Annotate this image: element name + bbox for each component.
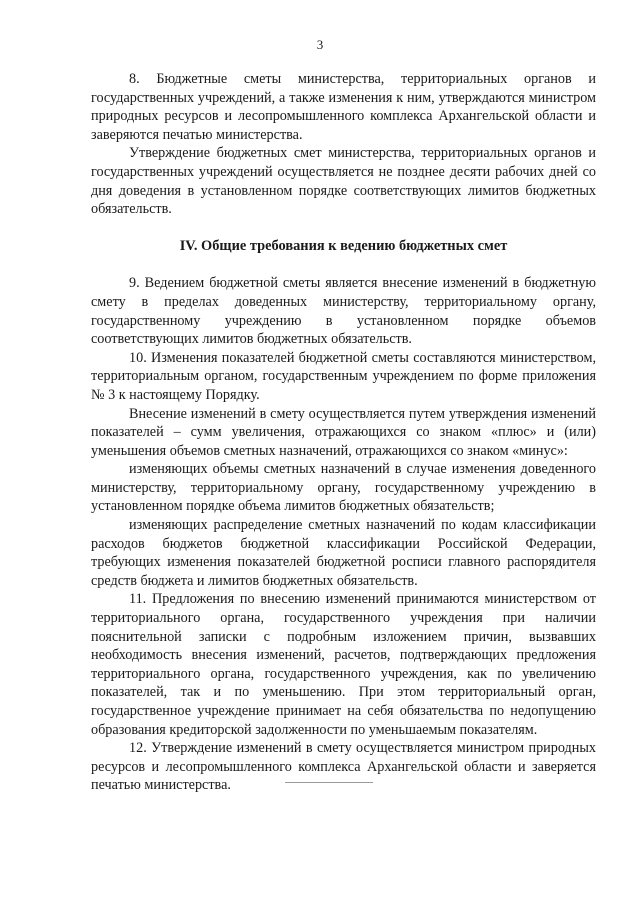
paragraph-9: 9. Ведением бюджетной сметы является внесение изменений в бюджетную смету в пределах доведенных министерству, территориальному органу, государственному учреждению в установленном порядке объемов соответствующих лимитов бюджетных обязательств. [91,275,596,348]
end-divider [285,782,373,783]
paragraph-10-changes: Внесение изменений в смету осуществляется путем утверждения изменений показателей – сумм увеличения, отражающихся со знаком «плюс» и (или) уменьшения объемов сметных назначений, отражающихся со знаком «минус»: [91,405,596,459]
paragraph-11: 11. Предложения по внесению изменений принимаются министерством от территориального органа, государственного учреждения при наличии пояснительной записки с подробным изложением причин, вызвавших необходимость внесения изменений, расчетов, подтверждающих предложения территориального органа, государственного учреждения, как по увеличению показателей, так и по уменьшению. При этом территориальный орган, государственное учреждение принимает на себя обязательства по недопущению образования кредиторской задолженности по уменьшаемым показателям. [91,591,596,738]
section-title: IV. Общие требования к ведению бюджетных смет [179,237,508,254]
paragraph-10: 10. Изменения показателей бюджетной сметы составляются министерством, территориальным органом, государственным учреждением по форме приложения № 3 к настоящему Порядку. [91,349,596,403]
paragraph-8-approval: Утверждение бюджетных смет министерства, территориальных органов и государственных учреждений осуществляется не позднее десяти рабочих дней со дня доведения в установленном порядке соответствующих лимитов бюджетных обязательств. [91,145,596,218]
document-body [91,70,596,795]
page-number: 3 [316,37,324,52]
paragraph-10-item-volume: изменяющих объемы сметных назначений в случае изменения доведенного министерству, территориальному органу, государственному учреждению в установленном порядке объема лимитов бюджетных обязательств; [91,461,596,515]
paragraph-12: 12. Утверждение изменений в смету осуществляется министром природных ресурсов и лесопромышленного комплекса Архангельской области и заверяется печатью министерства. [91,740,596,794]
paragraph-10-item-distribution: изменяющих распределение сметных назначений по кодам классификации расходов бюджетов бюджетной классификации Российской Федерации, требующих изменения показателей бюджетной росписи главного распорядителя средств бюджета и лимитов бюджетных обязательств. [91,517,596,589]
paragraph-8: 8. Бюджетные сметы министерства, территориальных органов и государственных учреждений, а также изменения к ним, утверждаются министром природных ресурсов и лесопромышленного комплекса Архангельской области и заверяются печатью министерства. [91,71,596,143]
